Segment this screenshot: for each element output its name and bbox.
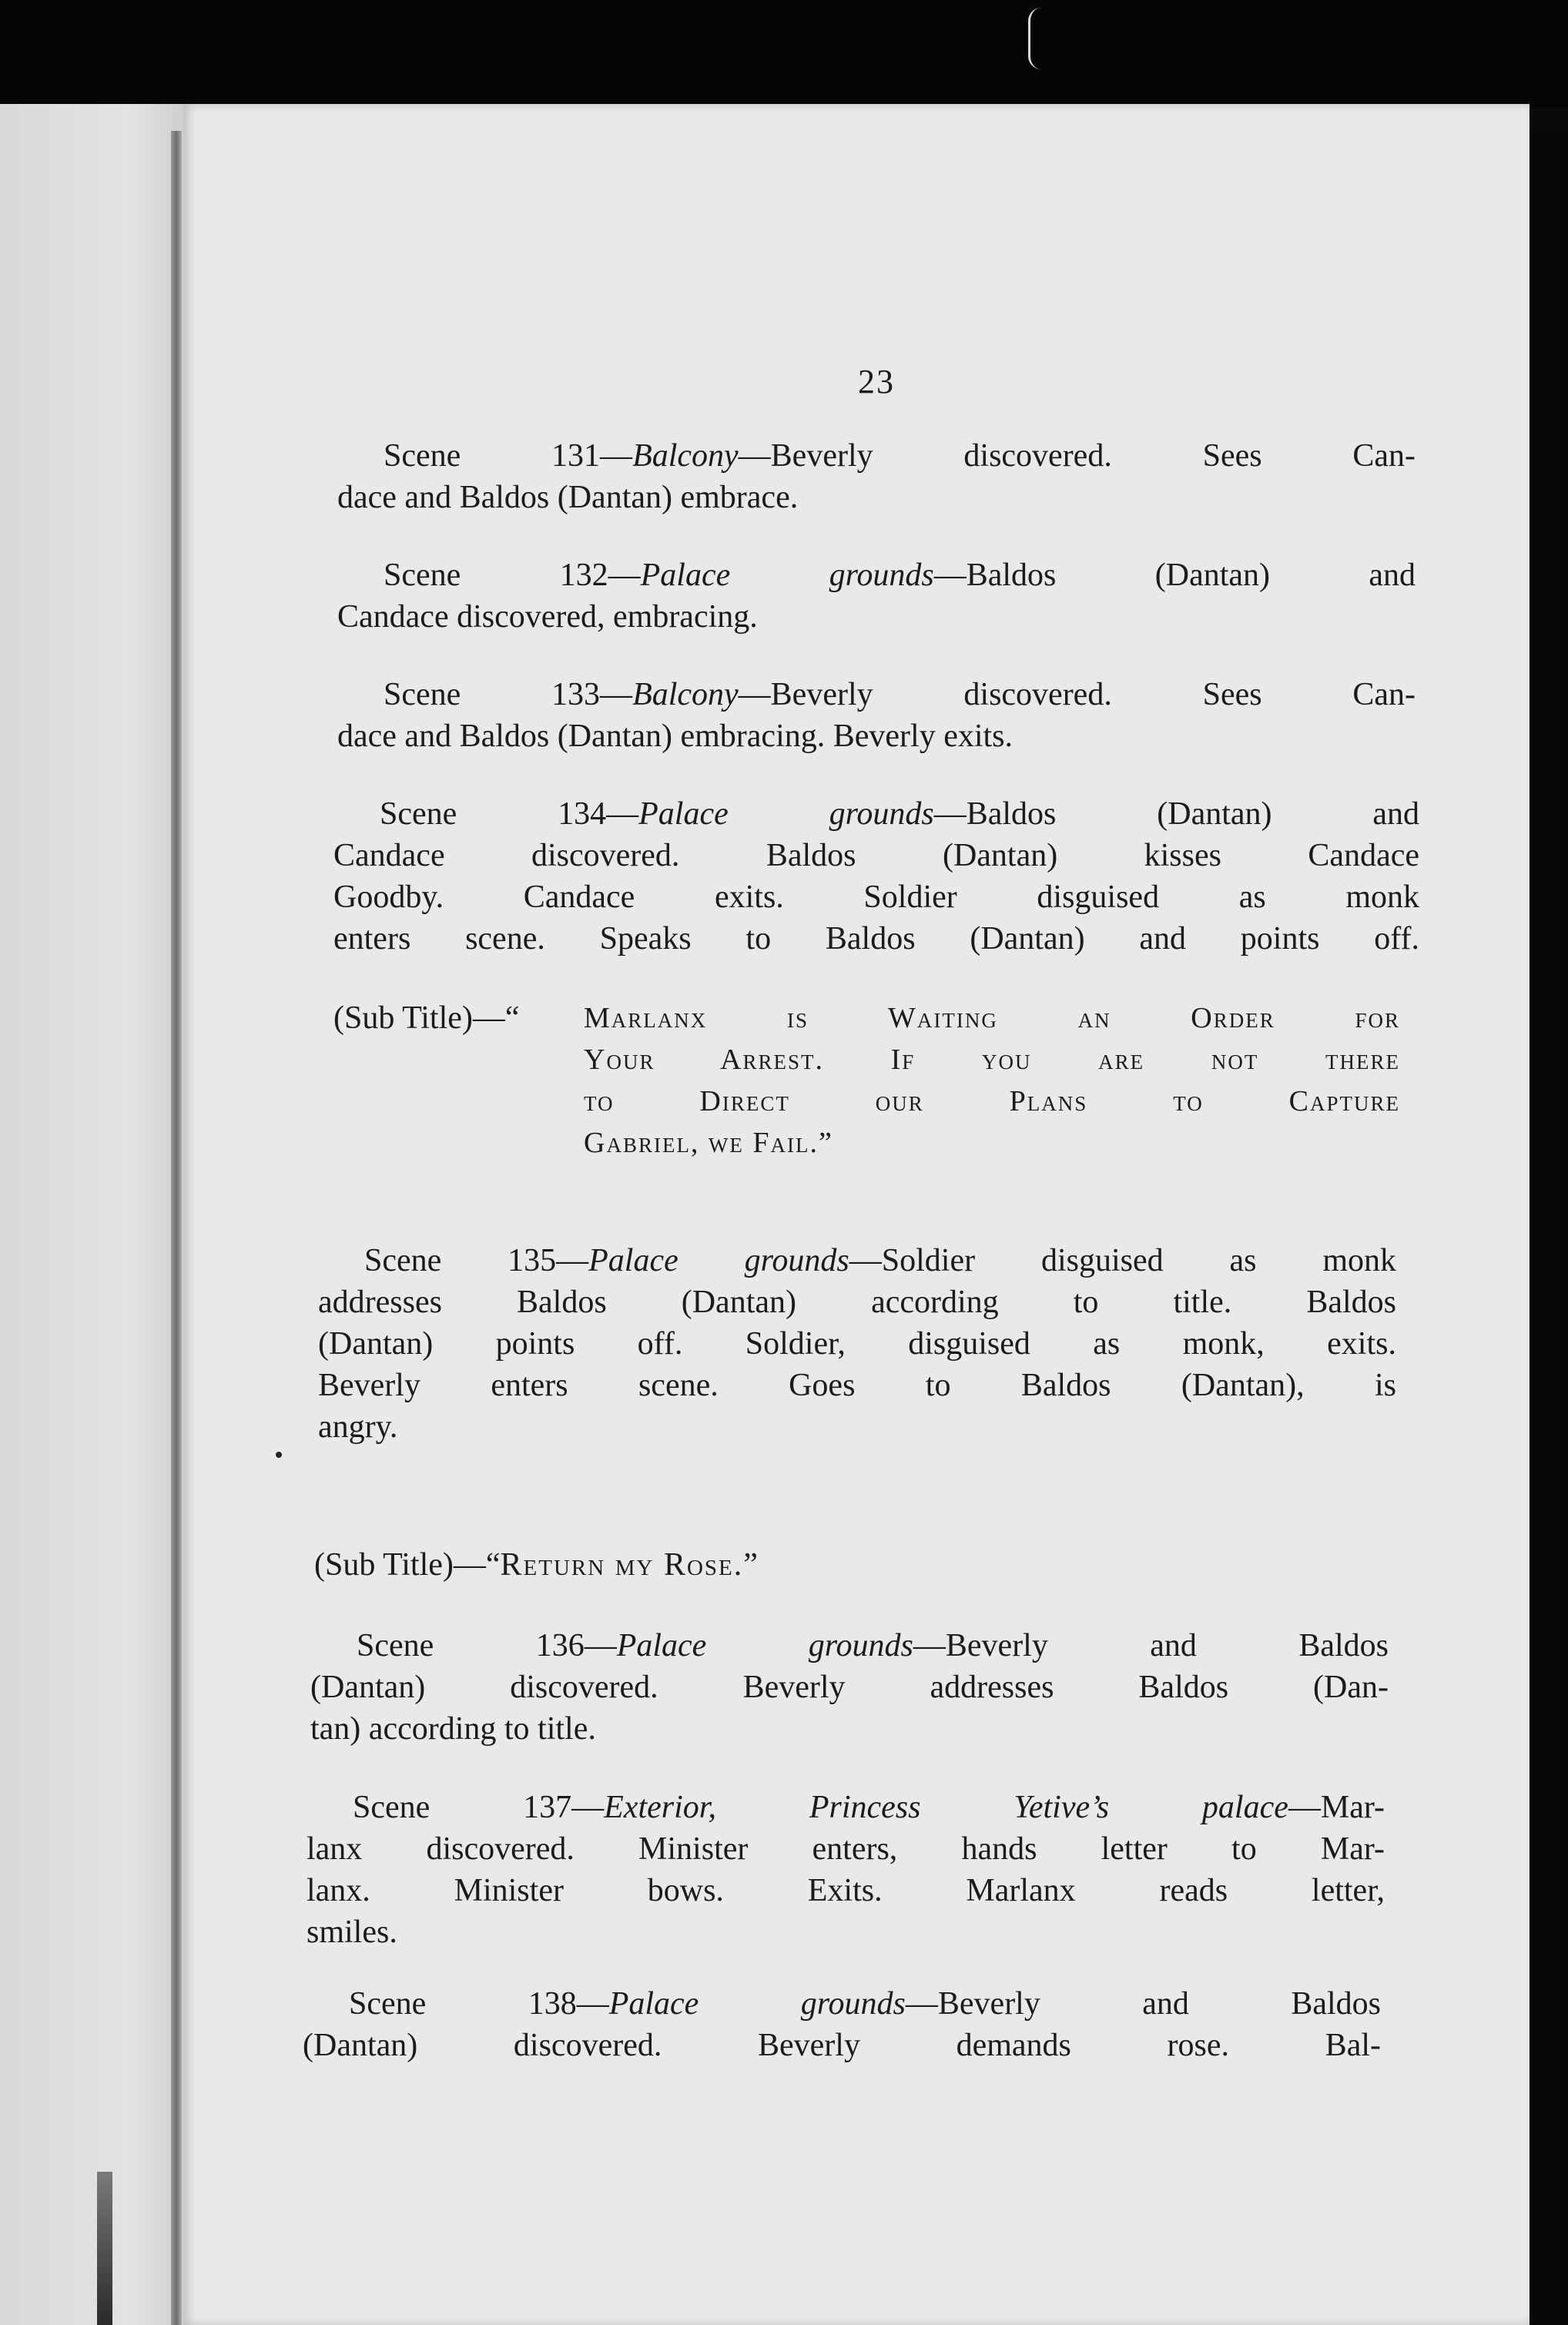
scene-134 <box>333 793 1419 960</box>
scene-131 <box>337 435 1416 518</box>
scene-136-line-1 <box>310 1625 1389 1667</box>
scene-134-line-4 <box>333 918 1419 960</box>
top-dark-border <box>0 0 1568 108</box>
book-gutter <box>171 131 182 2325</box>
text-run: lanx discovered. Minister enters, hands letter to Mar- <box>307 1831 1385 1867</box>
scene-135-line-5 <box>318 1406 1396 1448</box>
text-run: —Baldos (Dantan) and <box>933 558 1416 593</box>
subtitle-2 <box>314 1544 1392 1586</box>
scan-mark-icon <box>1028 8 1041 69</box>
text-run: tan) according to title. <box>310 1711 596 1747</box>
text-run: Gabriel, we Fail.” <box>584 1127 833 1159</box>
text-run: Scene 136— <box>357 1628 617 1663</box>
scene-137 <box>307 1787 1385 1953</box>
scene-136-line-2 <box>310 1667 1389 1708</box>
subtitle-1 <box>584 997 1400 1164</box>
text-run: angry. <box>318 1409 398 1445</box>
text-run: enters scene. Speaks to Baldos (Dantan) and points off. <box>333 921 1419 956</box>
margin-speck <box>276 1452 282 1458</box>
subtitle-1-lead <box>333 997 611 1039</box>
scene-133-line-2 <box>337 715 1416 757</box>
text-run: Your Arrest. If you are not there <box>584 1044 1400 1076</box>
text-run: —Baldos (Dantan) and <box>933 796 1419 832</box>
book-page <box>183 104 1529 2325</box>
text-run: —Mar- <box>1288 1790 1385 1825</box>
text-run: dace and Baldos (Dantan) embracing. Beverly exits. <box>337 719 1014 754</box>
italic-location: Exterior, Princess Yetive’s palace <box>604 1790 1288 1825</box>
italic-location: Balcony <box>632 438 739 474</box>
scene-134-line-1 <box>333 793 1419 835</box>
text-run: —Beverly discovered. Sees Can- <box>738 677 1416 712</box>
scene-132-line-2 <box>337 596 1416 638</box>
text-run: Scene 137— <box>353 1790 605 1825</box>
subtitle-1-line-2 <box>584 1039 1400 1080</box>
scene-137-line-4 <box>307 1911 1385 1953</box>
scene-138-line-1 <box>303 1983 1381 2025</box>
text-run: Scene 132— <box>384 558 641 593</box>
subtitle-1-lead-text: (Sub Title)—“ <box>333 1000 520 1036</box>
text-run: smiles. <box>307 1915 397 1950</box>
text-run: —Beverly discovered. Sees Can- <box>738 438 1416 474</box>
text-run: Beverly enters scene. Goes to Baldos (Dantan), is <box>318 1368 1396 1403</box>
scene-135-line-2 <box>318 1281 1396 1323</box>
subtitle-1-line-4 <box>584 1122 1400 1164</box>
text-run: (Dantan) discovered. Beverly demands rose. Bal- <box>303 2028 1381 2063</box>
text-run: Goodby. Candace exits. Soldier disguised as monk <box>333 879 1419 915</box>
text-run: —Beverly and Baldos <box>913 1628 1389 1663</box>
text-run: Scene 131— <box>384 438 633 474</box>
text-run: Scene 138— <box>349 1986 609 2022</box>
scene-131-line-2 <box>337 477 1416 518</box>
gutter-shadow <box>97 2172 112 2325</box>
text-run: lanx. Minister bows. Exits. Marlanx reads letter, <box>307 1873 1385 1908</box>
text-run: to Direct our Plans to Capture <box>584 1085 1400 1117</box>
text-run: addresses Baldos (Dantan) according to title. Baldos <box>318 1285 1396 1320</box>
text-run: Scene 135— <box>364 1243 589 1278</box>
facing-page-edge <box>0 104 183 2325</box>
text-run: (Sub Title)—“ <box>314 1547 501 1583</box>
text-run: ” <box>743 1547 758 1583</box>
scene-137-line-3 <box>307 1870 1385 1911</box>
text-run: —Soldier disguised as monk <box>849 1243 1396 1278</box>
text-run: Scene 134— <box>380 796 639 832</box>
scene-136-line-3 <box>310 1708 1389 1750</box>
scene-132-line-1 <box>337 554 1416 596</box>
subtitle-2-line-1 <box>314 1544 1392 1586</box>
text-run: —Beverly and Baldos <box>905 1986 1381 2022</box>
subtitle-1-line-1 <box>584 997 1400 1039</box>
scene-135 <box>318 1240 1396 1448</box>
scene-134-line-3 <box>333 876 1419 918</box>
page-number: 23 <box>858 363 895 400</box>
text-run: Candace discovered, embracing. <box>337 599 758 635</box>
text-run: dace and Baldos (Dantan) embrace. <box>337 480 799 515</box>
subtitle-1-line-3 <box>584 1080 1400 1122</box>
italic-location: Palace grounds <box>616 1628 913 1663</box>
scene-134-line-2 <box>333 835 1419 876</box>
scene-133-line-1 <box>337 674 1416 715</box>
italic-location: Balcony <box>632 677 739 712</box>
text-run: (Dantan) discovered. Beverly addresses Baldos (Dan- <box>310 1670 1389 1705</box>
right-dark-border <box>1529 131 1568 2325</box>
text-run: Marlanx is Waiting an Order for <box>584 1002 1400 1034</box>
scene-135-line-1 <box>318 1240 1396 1281</box>
italic-location: Palace grounds <box>640 558 934 593</box>
scene-133 <box>337 674 1416 757</box>
text-run: (Dantan) points off. Soldier, disguised as monk, exits. <box>318 1326 1396 1362</box>
italic-location: Palace grounds <box>638 796 934 832</box>
text-run: Candace discovered. Baldos (Dantan) kisses Candace <box>333 838 1419 873</box>
scene-131-line-1 <box>337 435 1416 477</box>
scene-137-line-1 <box>307 1787 1385 1828</box>
scene-136 <box>310 1625 1389 1750</box>
italic-location: Palace grounds <box>608 1986 906 2022</box>
text-run: Scene 133— <box>384 677 633 712</box>
scene-132 <box>337 554 1416 638</box>
scene-135-line-4 <box>318 1365 1396 1406</box>
scene-138-line-2 <box>303 2025 1381 2066</box>
italic-location: Palace grounds <box>588 1243 849 1278</box>
scene-138 <box>303 1983 1381 2066</box>
page-text <box>183 104 1529 2325</box>
scene-137-line-2 <box>307 1828 1385 1870</box>
scene-135-line-3 <box>318 1323 1396 1365</box>
small-caps-title: Return my Rose. <box>500 1547 744 1583</box>
